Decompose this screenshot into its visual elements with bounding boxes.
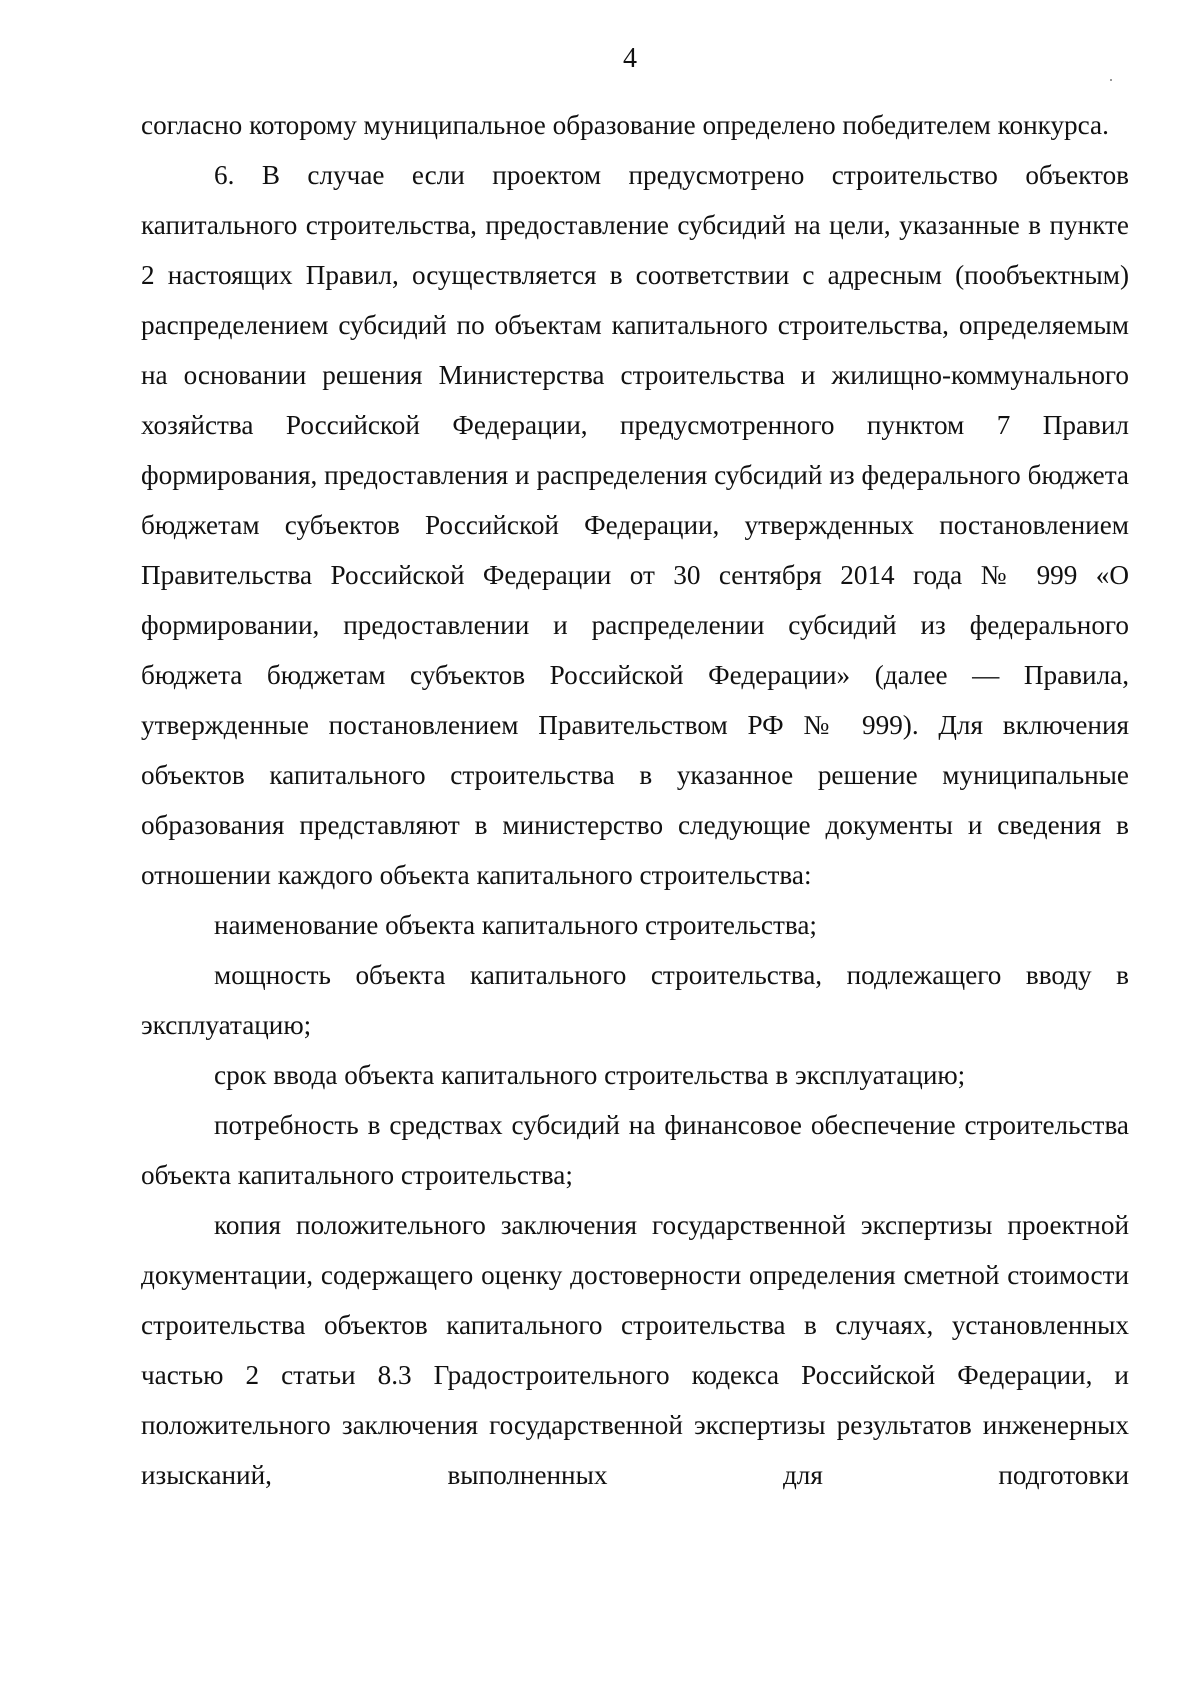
- document-body: [141, 100, 1129, 1500]
- list-item-expertise-copy: копия положительного заключения государственной экспертизы проектной документации, содержащего оценку достоверности определения сметной стоимости строительства объектов капитального строительства в случаях, установленных частью 2 статьи 8.3 Градостроительного кодекса Российской Федерации, и положительного заключения государственной экспертизы результатов инженерных изысканий, выполненных для подготовки: [141, 1210, 1129, 1490]
- scan-speck: [1110, 79, 1112, 81]
- page-number: 4: [623, 43, 637, 74]
- list-item-commissioning-deadline: срок ввода объекта капитального строительства в эксплуатацию;: [214, 1060, 966, 1090]
- list-item-object-capacity: мощность объекта капитального строительства, подлежащего вводу в эксплуатацию;: [141, 960, 1129, 1040]
- list-item-subsidy-need: потребность в средствах субсидий на финансовое обеспечение строительства объекта капитального строительства;: [141, 1110, 1129, 1190]
- list-item-object-name: наименование объекта капитального строительства;: [214, 910, 817, 940]
- paragraph-continuation: согласно которому муниципальное образование определено победителем конкурса.: [141, 110, 1109, 140]
- paragraph-6: 6. В случае если проектом предусмотрено строительство объектов капитального строительства, предоставление субсидий на цели, указанные в пункте 2 настоящих Правил, осуществляется в соответствии с адресным (пообъектным) распределением субсидий по объектам капитального строительства, определяемым на основании решения Министерства строительства и жилищно-коммунального хозяйства Российской Федерации, предусмотренного пунктом 7 Правил формирования, предоставления и распределения субсидий из федерального бюджета бюджетам субъектов Российской Федерации, утвержденных постановлением Правительства Российской Федерации от 30 сентября 2014 года № 999 «О формировании, предоставлении и распределении субсидий из федерального бюджета бюджетам субъектов Российской Федерации» (далее — Правила, утвержденные постановлением Правительством РФ № 999). Для включения объектов капитального строительства в указанное решение муниципальные образования представляют в министерство следующие документы и сведения в отношении каждого объекта капитального строительства:: [141, 160, 1129, 890]
